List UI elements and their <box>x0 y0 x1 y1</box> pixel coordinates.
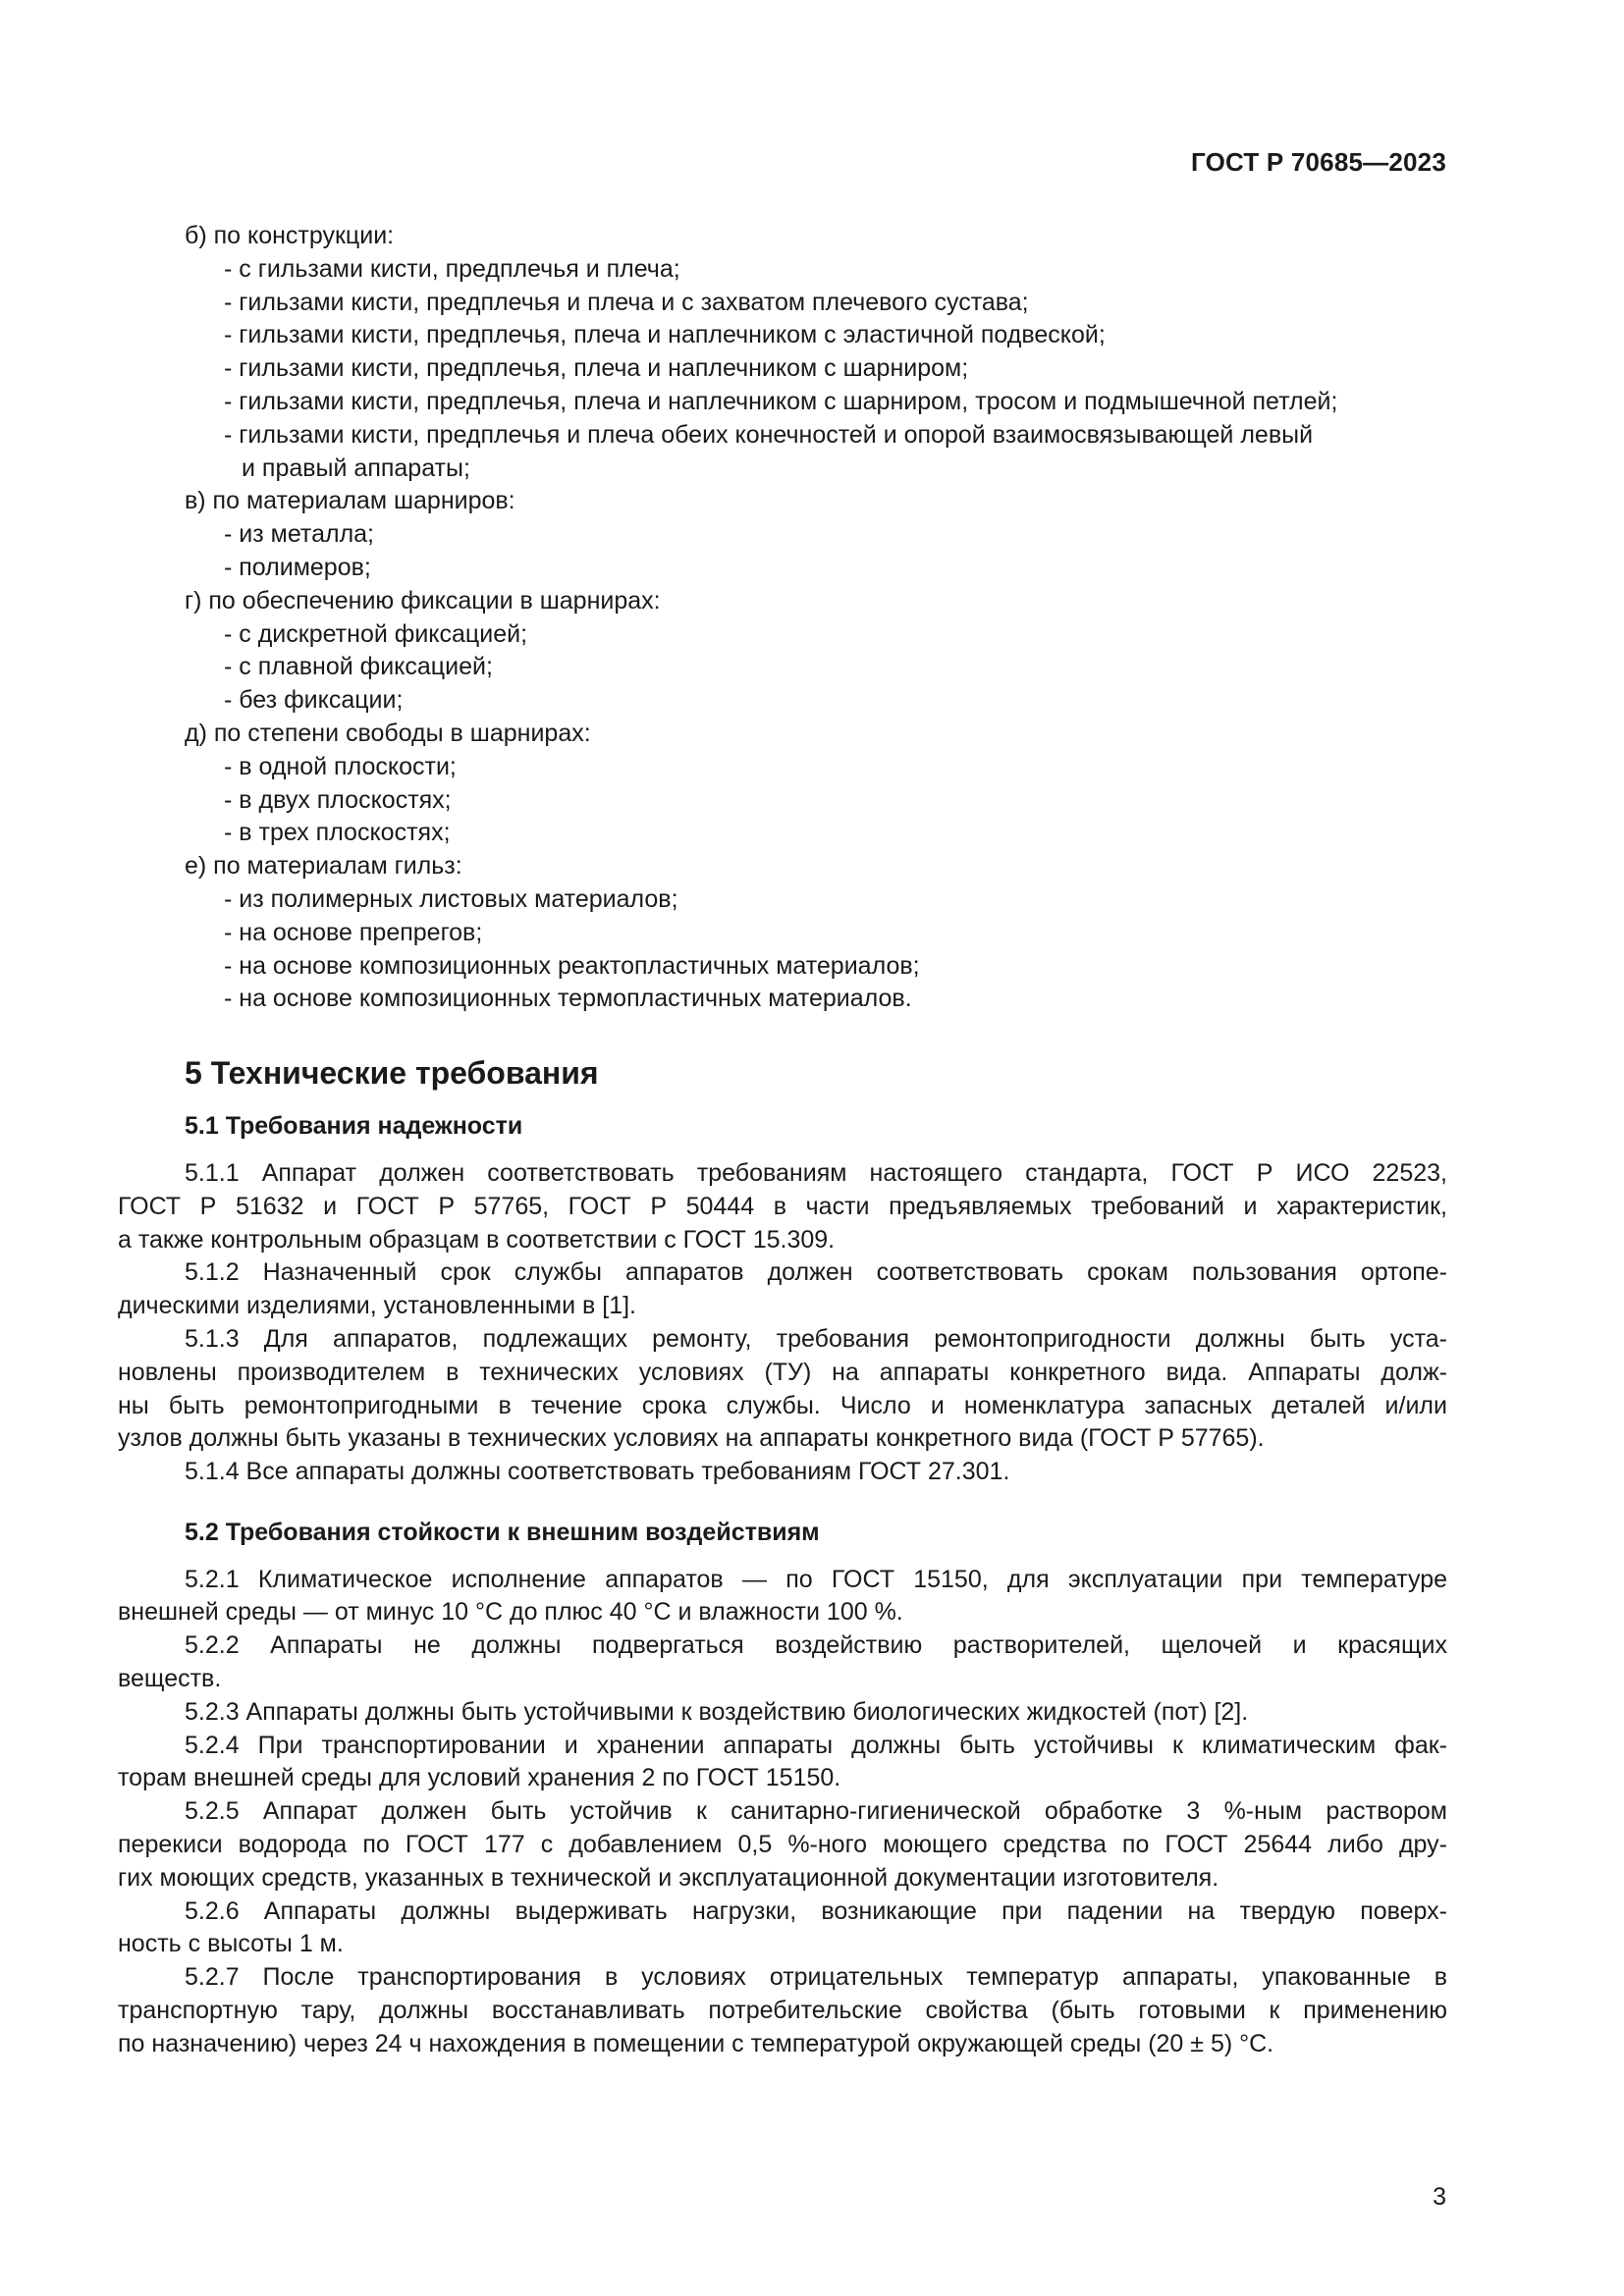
list-item: - на основе препрегов; <box>224 918 483 946</box>
paragraph-line: 5.1.1 Аппарат должен соответствовать требованиям настоящего стандарта, ГОСТ Р ИСО 22523, <box>185 1158 1447 1187</box>
paragraph-line: ность с высоты 1 м. <box>118 1930 344 1958</box>
paragraph-line: 5.1.4 Все аппараты должны соответствовать требованиям ГОСТ 27.301. <box>185 1458 1010 1486</box>
paragraph-line: 5.2.1 Климатическое исполнение аппаратов — по ГОСТ 15150, для эксплуатации при температуре <box>185 1565 1447 1593</box>
list-title: е) по материалам гильз: <box>185 852 462 881</box>
list-title: в) по материалам шарниров: <box>185 487 515 515</box>
paragraph-line: веществ. <box>118 1665 222 1693</box>
paragraph-line: 5.2.2 Аппараты не должны подвергаться воздействию растворителей, щелочей и красящих <box>185 1631 1447 1660</box>
list-item: - в двух плоскостях; <box>224 785 452 814</box>
paragraph-5-2-1 <box>118 1564 1447 1630</box>
paragraph-5-2-5 <box>118 1795 1447 1895</box>
paragraph-line: внешней среды — от минус 10 °С до плюс 40 °С и влажности 100 %. <box>118 1598 903 1627</box>
paragraph-line: новлены производителем в технических условиях (ТУ) на аппараты конкретного вида. Аппараты долж- <box>118 1358 1447 1386</box>
paragraph-line: 5.2.5 Аппарат должен быть устойчив к санитарно-гигиенической обработке 3 %-ным раствором <box>185 1797 1447 1826</box>
list-item: - без фиксации; <box>224 686 404 715</box>
list-item: - полимеров; <box>224 553 371 581</box>
list-item: - на основе композиционных реактопластичных материалов; <box>224 951 920 980</box>
classification-list-v <box>118 485 1447 584</box>
page-number: 3 <box>1433 2183 1446 2211</box>
paragraph-line: 5.2.4 При транспортировании и хранении аппараты должны быть устойчивы к климатическим фак- <box>185 1731 1447 1759</box>
list-item: - в одной плоскости; <box>224 752 457 780</box>
paragraph-5-2-3 <box>118 1696 1447 1730</box>
list-item: - из металла; <box>224 520 375 549</box>
classification-list-b <box>118 220 1447 485</box>
paragraph-5-2-6 <box>118 1896 1447 1962</box>
classification-list-e <box>118 850 1447 1016</box>
list-item: - в трех плоскостях; <box>224 819 451 847</box>
section-heading: 5 Технические требования <box>185 1055 599 1092</box>
list-item: - гильзами кисти, предплечья, плеча и наплечником с шарниром, тросом и подмышечной петлей; <box>224 387 1338 415</box>
paragraph-5-1-3 <box>118 1323 1447 1456</box>
list-item: - из полимерных листовых материалов; <box>224 884 678 913</box>
list-item-continuation: и правый аппараты; <box>242 454 470 482</box>
list-item: - на основе композиционных термопластичных материалов. <box>224 985 912 1013</box>
list-title: б) по конструкции: <box>185 222 395 249</box>
list-item: - гильзами кисти, предплечья и плеча обеих конечностей и опорой взаимосвязывающей левый <box>224 420 1314 449</box>
list-title: г) по обеспечению фиксации в шарнирах: <box>185 586 661 614</box>
list-item: - гильзами кисти, предплечья и плеча и с захватом плечевого сустава; <box>224 288 1029 316</box>
paragraph-line: перекиси водорода по ГОСТ 177 с добавлением 0,5 %-ного моющего средства по ГОСТ 25644 либо дру- <box>118 1831 1447 1859</box>
paragraph-line: узлов должны быть указаны в технических условиях на аппараты конкретного вида (ГОСТ Р 57765). <box>118 1424 1265 1453</box>
list-item: - с дискретной фиксацией; <box>224 619 528 648</box>
document-code-header: ГОСТ Р 70685—2023 <box>1191 147 1446 177</box>
subsection-heading: 5.2 Требования стойкости к внешним воздействиям <box>185 1518 820 1546</box>
paragraph-line: 5.1.2 Назначенный срок службы аппаратов должен соответствовать срокам пользования ортопе- <box>185 1258 1447 1287</box>
document-body <box>118 220 1447 2061</box>
paragraph-line: по назначению) через 24 ч нахождения в помещении с температурой окружающей среды (20 ± 5) °С. <box>118 2029 1274 2057</box>
paragraph-line: гих моющих средств, указанных в технической и эксплуатационной документации изготовителя. <box>118 1863 1219 1892</box>
list-item: - гильзами кисти, предплечья, плеча и наплечником с эластичной подвеской; <box>224 321 1106 349</box>
classification-list-g <box>118 585 1447 718</box>
paragraph-5-1-1 <box>118 1157 1447 1256</box>
subsection-heading: 5.1 Требования надежности <box>185 1112 523 1141</box>
classification-list-d <box>118 718 1447 850</box>
paragraph-line: а также контрольным образцам в соответствии с ГОСТ 15.309. <box>118 1225 836 1254</box>
list-item: - с плавной фиксацией; <box>224 653 493 681</box>
list-item: - с гильзами кисти, предплечья и плеча; <box>224 254 680 283</box>
paragraph-5-2-7 <box>118 1961 1447 2060</box>
paragraph-5-1-2 <box>118 1256 1447 1323</box>
paragraph-line: 5.2.6 Аппараты должны выдерживать нагрузки, возникающие при падении на твердую поверх- <box>185 1896 1447 1925</box>
list-item: - гильзами кисти, предплечья, плеча и наплечником с шарниром; <box>224 354 969 383</box>
paragraph-5-2-2 <box>118 1629 1447 1696</box>
paragraph-line: ГОСТ Р 51632 и ГОСТ Р 57765, ГОСТ Р 50444 в части предъявляемых требований и характеристик, <box>118 1192 1447 1220</box>
list-title: д) по степени свободы в шарнирах: <box>185 719 591 747</box>
paragraph-line: 5.2.3 Аппараты должны быть устойчивыми к воздействию биологических жидкостей (пот) [2]. <box>185 1697 1249 1726</box>
paragraph-line: 5.1.3 Для аппаратов, подлежащих ремонту, требования ремонтопригодности должны быть уста- <box>185 1324 1447 1353</box>
paragraph-line: транспортную тару, должны восстанавливать потребительские свойства (быть готовыми к применению <box>118 1997 1447 2025</box>
paragraph-line: торам внешней среды для условий хранения 2 по ГОСТ 15150. <box>118 1764 841 1792</box>
paragraph-5-2-4 <box>118 1730 1447 1796</box>
paragraph-line: дическими изделиями, установленными в [1]. <box>118 1292 637 1320</box>
paragraph-line: ны быть ремонтопригодными в течение срока службы. Число и номенклатура запасных деталей и/или <box>118 1391 1447 1419</box>
paragraph-5-1-4 <box>118 1456 1447 1489</box>
paragraph-line: 5.2.7 После транспортирования в условиях отрицательных температур аппараты, упакованные в <box>185 1963 1447 1992</box>
